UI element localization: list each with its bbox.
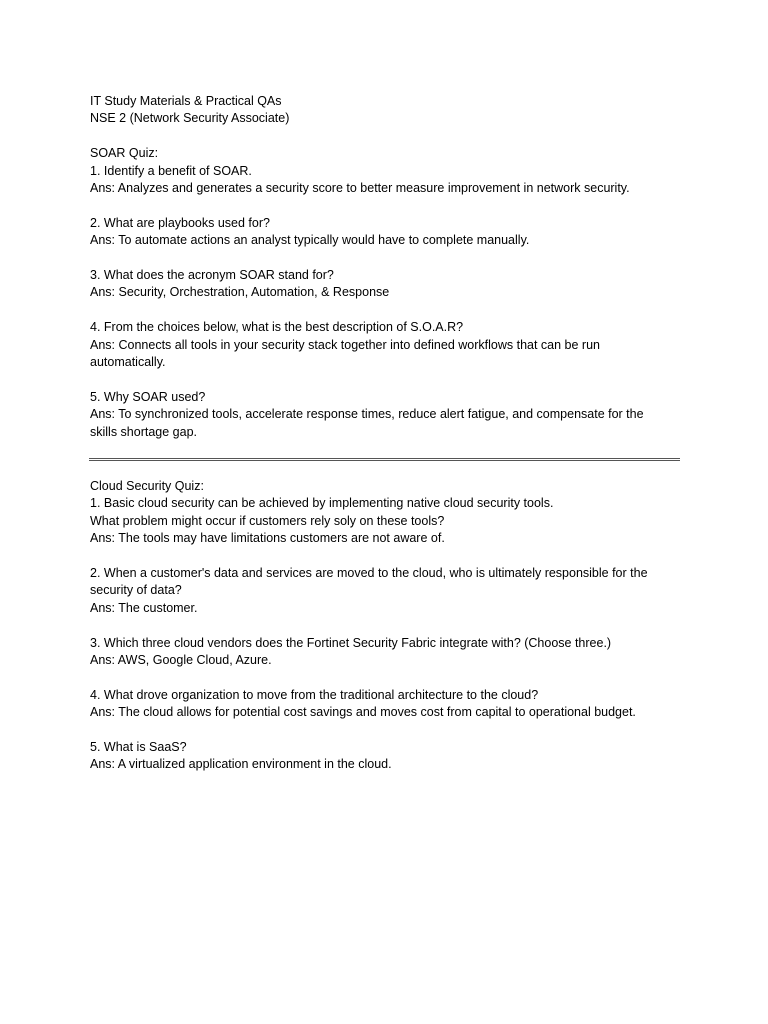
- question: 5. Why SOAR used?: [90, 389, 206, 404]
- question: 5. What is SaaS?: [90, 740, 187, 755]
- answer-continued: automatically.: [90, 355, 166, 370]
- answer: Ans: Analyzes and generates a security score to better measure improvement in network security.: [90, 181, 630, 196]
- cloud-quiz-title: Cloud Security Quiz:: [90, 479, 204, 493]
- question: 1. Identify a benefit of SOAR.: [90, 163, 252, 178]
- cloud-qa-4: [90, 687, 690, 722]
- answer: Ans: The customer.: [90, 600, 198, 615]
- soar-qa-1: [90, 163, 690, 198]
- question: 3. What does the acronym SOAR stand for?: [90, 268, 334, 283]
- question: 4. From the choices below, what is the best description of S.O.A.R?: [90, 320, 464, 335]
- doc-header-line1: IT Study Materials & Practical QAs: [90, 94, 282, 108]
- answer-continued: skills shortage gap.: [90, 424, 198, 439]
- soar-section: [90, 93, 690, 458]
- answer: Ans: Security, Orchestration, Automation, & Response: [90, 285, 390, 300]
- cloud-qa-5: [90, 739, 690, 774]
- question: 2. When a customer's data and services are moved to the cloud, who is ultimately responsible for the: [90, 566, 648, 581]
- doc-header-line2: NSE 2 (Network Security Associate): [90, 111, 290, 126]
- question: 4. What drove organization to move from the traditional architecture to the cloud?: [90, 687, 539, 702]
- answer: Ans: To synchronized tools, accelerate response times, reduce alert fatigue, and compensate for the: [90, 407, 644, 422]
- cloud-qa-1: [90, 495, 690, 547]
- answer: Ans: To automate actions an analyst typically would have to complete manually.: [90, 233, 530, 248]
- answer: Ans: Connects all tools in your security stack together into defined workflows that can be run: [90, 337, 600, 352]
- soar-qa-3: [90, 267, 690, 302]
- question-continued: What problem might occur if customers rely soly on these tools?: [90, 513, 445, 528]
- question: 3. Which three cloud vendors does the Fortinet Security Fabric integrate with? (Choose three.): [90, 635, 612, 650]
- section-divider: [89, 458, 680, 461]
- answer: Ans: A virtualized application environment in the cloud.: [90, 757, 392, 772]
- soar-qa-5: [90, 389, 690, 441]
- soar-qa-2: [90, 215, 690, 250]
- cloud-section: [90, 478, 690, 791]
- cloud-qa-2: [90, 565, 690, 617]
- answer: Ans: The cloud allows for potential cost savings and moves cost from capital to operational budget.: [90, 705, 636, 720]
- answer: Ans: The tools may have limitations customers are not aware of.: [90, 531, 445, 546]
- question: 2. What are playbooks used for?: [90, 215, 270, 230]
- cloud-qa-3: [90, 635, 690, 670]
- question: 1. Basic cloud security can be achieved by implementing native cloud security tools.: [90, 496, 554, 511]
- soar-quiz-title: SOAR Quiz:: [90, 146, 159, 161]
- soar-qa-4: [90, 319, 690, 371]
- answer: Ans: AWS, Google Cloud, Azure.: [90, 653, 272, 668]
- question-continued: security of data?: [90, 583, 182, 598]
